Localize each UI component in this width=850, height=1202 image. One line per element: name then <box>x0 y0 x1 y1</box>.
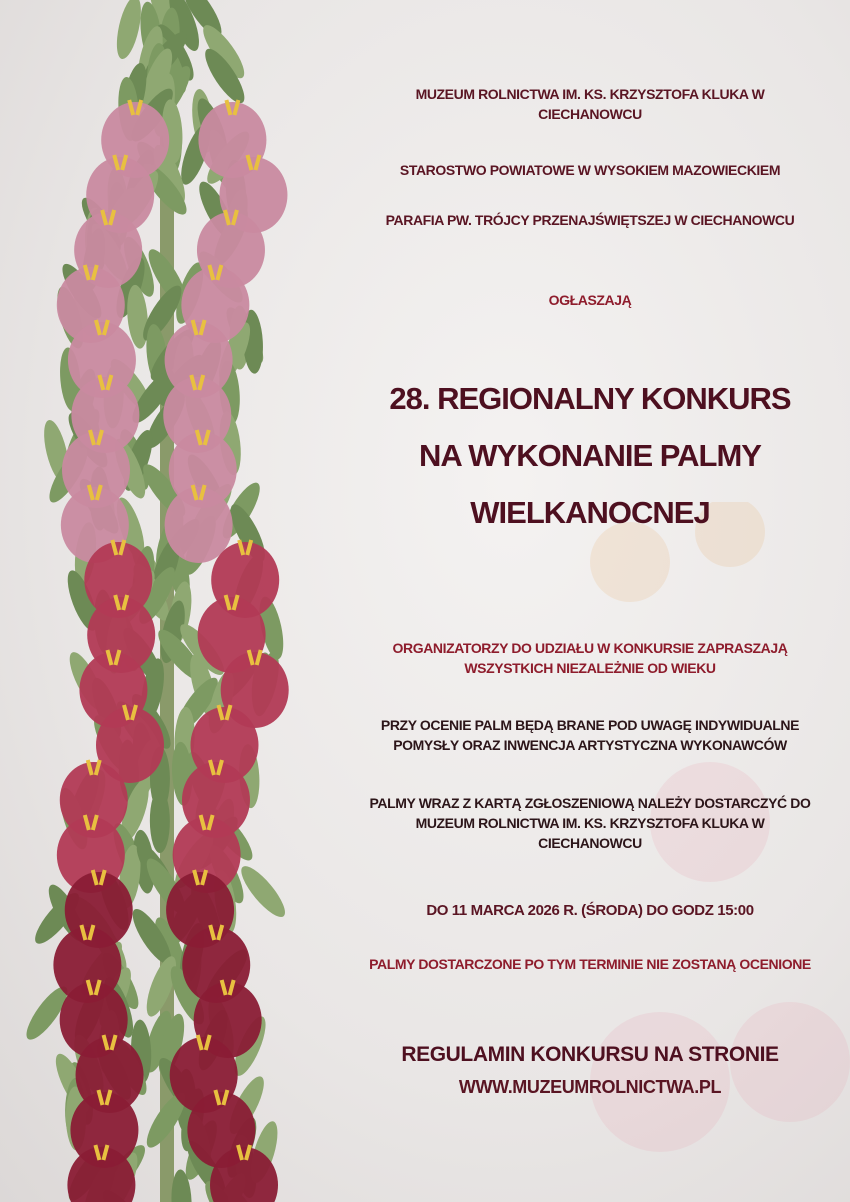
organizer-starostwo <box>340 160 840 180</box>
rules-line: REGULAMIN KONKURSU NA STRONIE <box>401 1043 779 1066</box>
delivery-text <box>340 793 840 853</box>
invitation-line: WSZYSTKICH NIEZALEŻNIE OD WIEKU <box>464 660 716 676</box>
criteria-line: PRZY OCENIE PALM BĘDĄ BRANE POD UWAGĘ INDYWIDUALNE <box>380 717 800 733</box>
delivery-line: MUZEUM ROLNICTWA IM. KS. KRZYSZTOFA KLUKA W <box>415 815 765 831</box>
delivery-line: PALMY WRAZ Z KARTĄ ZGŁOSZENIOWĄ NALEŻY DOSTARCZYĆ DO <box>369 795 811 811</box>
organizer-line: STAROSTWO POWIATOWE W WYSOKIEM MAZOWIECKIEM <box>399 162 781 178</box>
title-line: NA WYKONANIE PALMY <box>419 438 761 473</box>
organizer-line: PARAFIA PW. TRÓJCY PRZENAJŚWIĘTSZEJ W CIECHANOWCU <box>385 212 795 228</box>
late-notice-line: PALMY DOSTARCZONE PO TYM TERMINIE NIE ZOSTANĄ OCENIONE <box>369 956 811 972</box>
criteria-text <box>340 715 840 755</box>
flower <box>165 487 233 563</box>
invitation-text <box>340 638 840 678</box>
organizer-museum <box>340 84 840 124</box>
announce-label <box>340 290 840 310</box>
invitation-line: ORGANIZATORZY DO UDZIAŁU W KONKURSIE ZAPRASZAJĄ <box>392 640 788 656</box>
delivery-line: CIECHANOWCU <box>538 835 642 851</box>
easter-palm-image <box>0 0 340 1202</box>
leaf <box>112 0 145 61</box>
website-link[interactable] <box>340 1075 840 1099</box>
organizer-line: MUZEUM ROLNICTWA IM. KS. KRZYSZTOFA KLUKA W <box>415 86 765 102</box>
title-line: 28. REGIONALNY KONKURS <box>389 381 791 416</box>
deadline-text <box>340 900 840 922</box>
website-text[interactable]: WWW.MUZEUMROLNICTWA.PL <box>458 1077 722 1097</box>
organizer-line: CIECHANOWCU <box>538 106 642 122</box>
organizer-parish <box>340 210 840 230</box>
contest-title <box>340 370 840 541</box>
title-line: WIELKANOCNEJ <box>470 495 710 530</box>
late-notice <box>340 954 840 974</box>
deadline-line: DO 11 MARCA 2026 R. (ŚRODA) DO GODZ 15:00 <box>426 902 754 919</box>
rules-text <box>340 1042 840 1068</box>
criteria-line: POMYSŁY ORAZ INWENCJA ARTYSTYCZNA WYKONAWCÓW <box>393 737 787 753</box>
announce-text: OGŁASZAJĄ <box>548 292 632 308</box>
leaf <box>235 861 291 923</box>
